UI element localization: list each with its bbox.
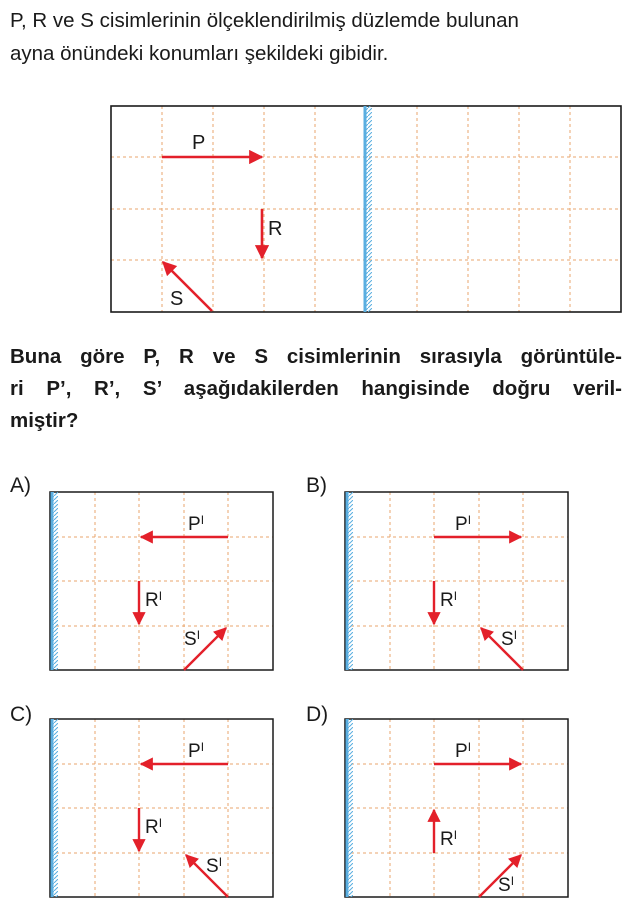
question-text: [10, 341, 622, 437]
option-a-letter[interactable]: A): [10, 474, 31, 497]
option-d-mirror: [347, 719, 353, 897]
option-a-label-p: $P^I$: [188, 513, 205, 535]
option-c-label-p: $P^I$: [188, 740, 205, 762]
intro-line-2: ayna önündeki konumları şekildeki gibidir.: [10, 42, 389, 65]
main-label-r: R: [268, 218, 283, 240]
option-b-mirror: [347, 492, 353, 670]
option-c-figure[interactable]: [50, 719, 273, 897]
option-c-frame: [50, 719, 273, 897]
option-d-label-r: $R^I$: [440, 828, 458, 850]
main-figure: [111, 106, 621, 312]
option-c-mirror: [52, 719, 58, 897]
option-d-figure[interactable]: [345, 719, 568, 897]
option-a-figure[interactable]: [50, 492, 273, 670]
option-d-label-p: $P^I$: [455, 740, 472, 762]
main-label-p: P: [192, 132, 206, 154]
option-a-label-r: $R^I$: [145, 589, 163, 611]
option-a-grid: [50, 492, 273, 670]
option-c-grid: [50, 719, 273, 897]
main-mirror: [365, 106, 372, 312]
intro-line-1: P, R ve S cisimlerinin ölçeklendirilmiş düzlemde bulunan: [10, 9, 519, 32]
question-line-2: ri P’, R’, S’ aşağıdakilerden hangisinde doğru veril-: [10, 377, 622, 400]
option-b-label-r: $R^I$: [440, 589, 458, 611]
option-b-label-p: $P^I$: [455, 513, 472, 535]
option-d-label-s: $S^I$: [498, 874, 515, 896]
option-a-label-s: $S^I$: [184, 628, 201, 650]
option-d-letter[interactable]: D): [306, 703, 329, 726]
main-label-s: S: [170, 288, 184, 310]
option-c-label-s: $S^I$: [206, 855, 223, 877]
question-line-3: miştir?: [10, 409, 79, 432]
option-c-letter[interactable]: C): [10, 703, 33, 726]
option-b-label-s: $S^I$: [501, 628, 518, 650]
option-a-frame: [50, 492, 273, 670]
question-line-1: Buna göre P, R ve S cisimlerinin sırasıyla görüntüle-: [10, 345, 622, 368]
option-a-mirror: [52, 492, 58, 670]
option-b-letter[interactable]: B): [306, 474, 327, 497]
option-b-figure[interactable]: [345, 492, 568, 670]
option-c-label-r: $R^I$: [145, 816, 163, 838]
